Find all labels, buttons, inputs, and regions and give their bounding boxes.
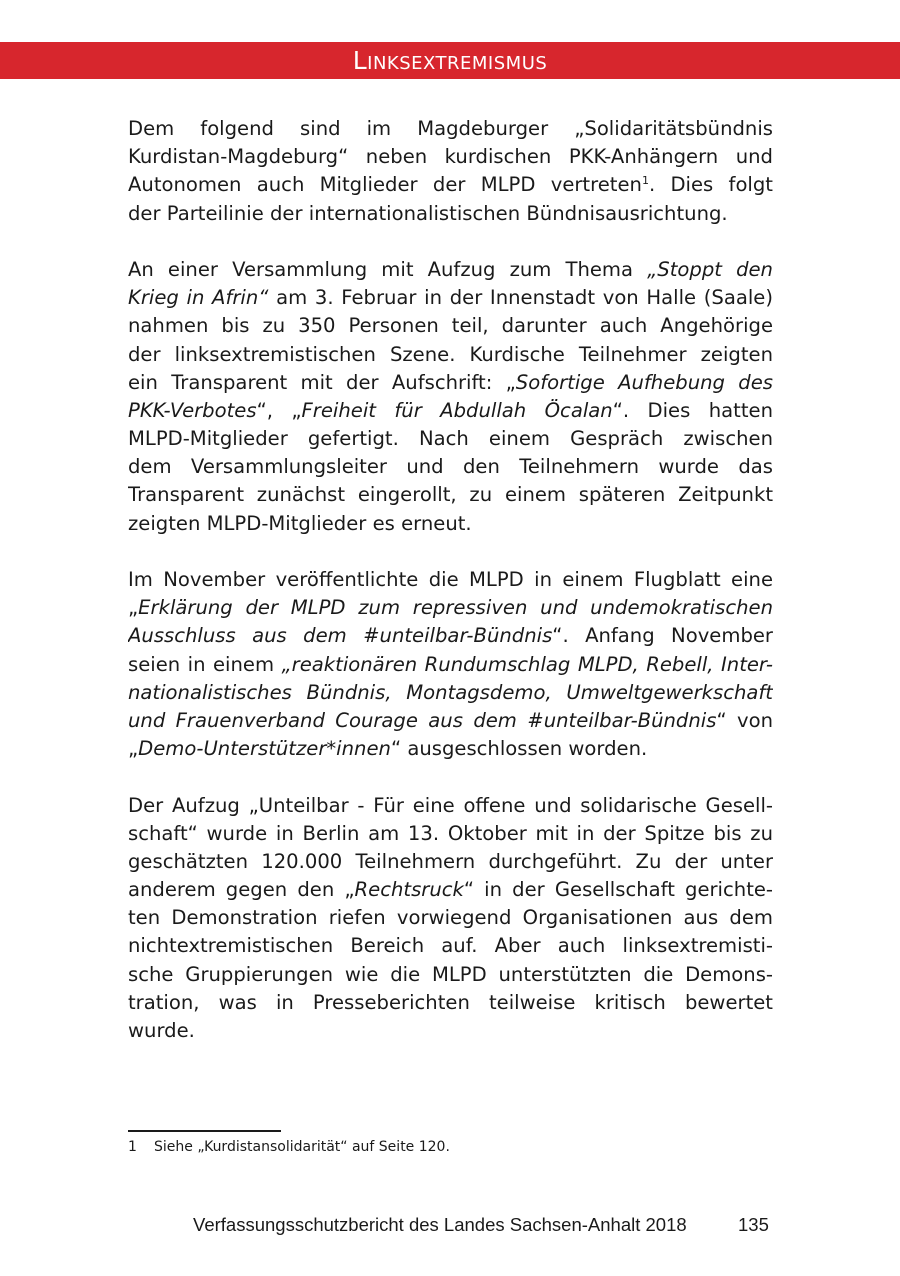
text-run: Kurdistan-Magdeburg“ neben kurdischen PKK-Anhängern und [128, 145, 773, 169]
text-run: . Dies folgt [648, 173, 773, 197]
italic-quote: Krieg in Afrin“ [128, 286, 269, 310]
italic-quote: Erklärung der MLPD zum repressiven und undemokratischen [138, 596, 773, 620]
text-run: „ [128, 737, 139, 761]
text-run: wurde. [128, 1019, 195, 1043]
text-line [128, 256, 773, 284]
text-run: sche Gruppierungen wie die MLPD unterstützten die Demons- [128, 962, 773, 986]
text-line [128, 679, 773, 707]
text-line [128, 115, 773, 143]
publication-title: Verfassungsschutzbericht des Landes Sachsen-Anhalt 2018 [193, 1214, 687, 1235]
body-paragraph [128, 792, 773, 1046]
footnote [128, 1138, 450, 1156]
italic-quote: nationalistisches Bündnis, Montagsdemo, Umweltgewerkschaft [128, 680, 773, 704]
text-line [128, 510, 773, 538]
body-paragraph [128, 566, 773, 763]
text-run: “ in der Gesellschaft gerichte- [463, 878, 773, 902]
text-line [128, 369, 773, 397]
text-line [128, 848, 773, 876]
text-run: “. Anfang November [552, 624, 773, 648]
text-line [128, 820, 773, 848]
text-run: der linksextremistischen Szene. Kurdische Teilnehmer zeigten [128, 342, 773, 366]
text-run: Autonomen auch Mitglieder der MLPD vertreten [128, 173, 642, 197]
text-line [128, 961, 773, 989]
text-run: “ von [716, 708, 773, 732]
text-line [128, 989, 773, 1017]
text-line [128, 735, 773, 763]
text-line [128, 566, 773, 594]
text-run: tration, was in Presseberichten teilweise kritisch bewertet [128, 990, 773, 1014]
text-line [128, 341, 773, 369]
text-line [128, 622, 773, 650]
text-line [128, 397, 773, 425]
text-run: “, „ [256, 398, 302, 422]
text-run: nichtextremistischen Bereich auf. Aber auch linksextremisti- [128, 934, 773, 958]
text-line [128, 481, 773, 509]
text-run: am 3. Februar in der Innenstadt von Halle (Saale) [268, 286, 773, 310]
text-line [128, 171, 773, 199]
text-line [128, 200, 773, 228]
text-run: zeigten MLPD-Mitglieder es erneut. [128, 511, 472, 535]
text-line [128, 453, 773, 481]
text-run: “ ausgeschlossen worden. [390, 737, 648, 761]
text-run: seien in einem [128, 652, 282, 676]
text-run: anderem gegen den „ [128, 878, 355, 902]
text-run: Im November veröffentlichte die MLPD in einem Flugblatt eine [128, 568, 773, 592]
text-line [128, 651, 773, 679]
text-line [128, 904, 773, 932]
text-line [128, 707, 773, 735]
italic-quote: „reaktionären Rundumschlag MLPD, Rebell, Inter- [281, 652, 773, 676]
section-title: Linksextremismus [352, 46, 548, 75]
body-paragraph [128, 115, 773, 228]
text-run: An einer Versammlung mit Aufzug zum Thema [128, 257, 648, 281]
text-run: ten Demonstration riefen vorwiegend Organisationen aus dem [128, 906, 773, 930]
text-run: geschätzten 120.000 Teilnehmern durchgeführt. Zu der unter [128, 849, 773, 873]
text-run: Dem folgend sind im Magdeburger „Solidaritätsbündnis [128, 117, 773, 140]
text-run: “. Dies hatten [612, 398, 773, 422]
text-run: Transparent zunächst eingerollt, zu einem späteren Zeitpunkt [128, 483, 773, 507]
italic-quote: PKK-Verbotes [128, 398, 257, 422]
text-run: ein Transparent mit der Aufschrift: „ [128, 370, 516, 394]
italic-quote: Rechtsruck [354, 878, 464, 902]
italic-quote: Sofortige Aufhebung des [515, 370, 773, 394]
italic-quote: „Stoppt den [647, 257, 773, 281]
text-line [128, 312, 773, 340]
body-paragraph [128, 256, 773, 538]
text-line [128, 1017, 773, 1045]
footnote-number: 1 [128, 1139, 137, 1155]
text-line [128, 425, 773, 453]
footnote-text: Siehe „Kurdistansolidarität“ auf Seite 120. [154, 1139, 450, 1155]
text-line [128, 932, 773, 960]
italic-quote: Freiheit für Abdullah Öcalan [301, 398, 613, 422]
italic-quote: Ausschluss aus dem #unteilbar-Bündnis [128, 624, 553, 648]
footnote-divider [128, 1130, 281, 1132]
text-run: schaft“ wurde in Berlin am 13. Oktober mit in der Spitze bis zu [128, 821, 773, 845]
italic-quote: und Frauenverband Courage aus dem #unteilbar-Bündnis [128, 708, 717, 732]
text-line [128, 792, 773, 820]
text-line [128, 284, 773, 312]
text-line [128, 143, 773, 171]
text-line [128, 876, 773, 904]
text-run: nahmen bis zu 350 Personen teil, darunter auch Angehörige [128, 314, 773, 338]
footnote-reference: 1 [641, 174, 649, 188]
body-text [128, 115, 773, 1045]
text-run: der Parteilinie der internationalistischen Bündnisausrichtung. [128, 201, 728, 225]
text-run: dem Versammlungsleiter und den Teilnehmern wurde das [128, 455, 773, 479]
italic-quote: Demo-Unterstützer*innen [138, 737, 391, 761]
page-number: 135 [738, 1214, 769, 1235]
text-run: Der Aufzug „Unteilbar - Für eine offene und solidarische Gesell- [128, 793, 773, 817]
text-line [128, 594, 773, 622]
text-run: „ [128, 596, 139, 620]
text-run: MLPD-Mitglieder gefertigt. Nach einem Gespräch zwischen [128, 427, 773, 451]
